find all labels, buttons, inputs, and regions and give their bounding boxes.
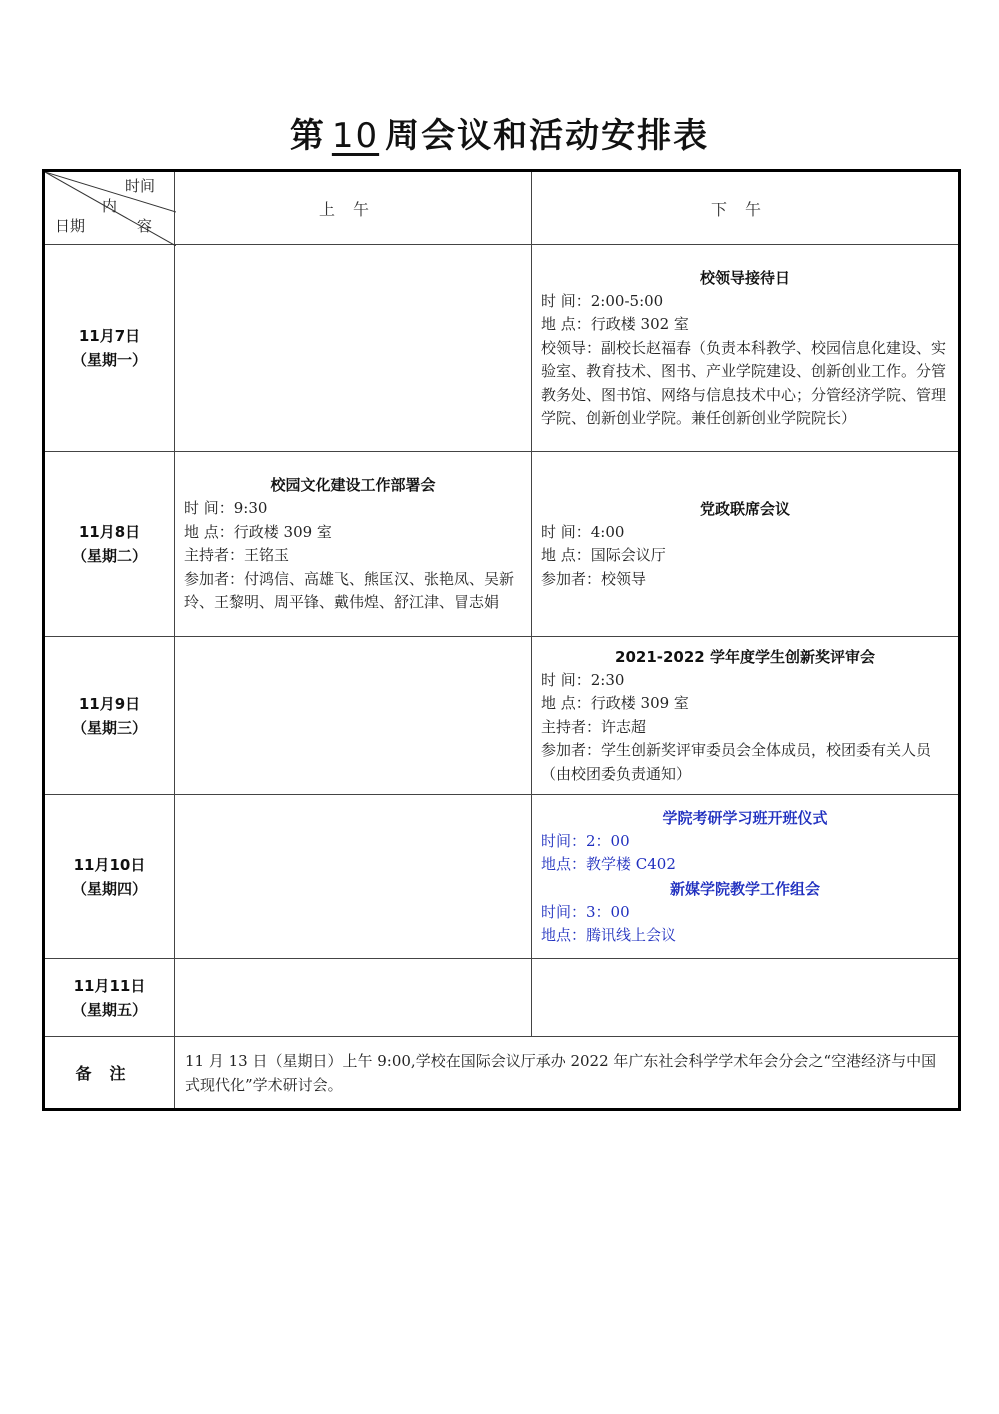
remarks-text: 11 月 13 日（星期日）上午 9:00,学校在国际会议厅承办 2022 年广东社会科学学术年会分会之“空港经济与中国式现代化”学术研讨会。 — [175, 1037, 960, 1110]
remarks-row — [44, 1037, 960, 1110]
event-time: 时 间：2:30 — [541, 670, 625, 689]
weekday-label: （星期二） — [71, 547, 147, 565]
header-row — [44, 171, 960, 245]
header-afternoon: 下午 — [532, 171, 960, 245]
event-leader: 校领导：副校长赵福春（负责本科教学、校园信息化建设、实验室、教育技术、图书、产业学院建设、创新创业工作。分管教务处、图书馆、网络与信息技术中心；分管经济学院、管理学院、创新创业学院。兼任创新创业学院院长） — [541, 338, 947, 427]
event-time: 时间：3：00 — [541, 902, 630, 921]
morning-cell — [175, 452, 532, 637]
date-cell — [44, 795, 175, 959]
date-cell — [44, 452, 175, 637]
event-time: 时 间：2:00-5:00 — [541, 291, 664, 310]
morning-cell-empty — [175, 795, 532, 959]
afternoon-cell — [532, 637, 960, 795]
title-prefix: 第 — [289, 116, 326, 156]
diag-label-content-1: 内 — [102, 197, 118, 215]
event-title: 校领导接待日 — [699, 268, 790, 287]
diag-label-date: 日期 — [55, 217, 86, 235]
event-host: 主持者：王铭玉 — [184, 546, 290, 565]
event-title: 党政联席会议 — [699, 499, 790, 518]
diag-label-time: 时间 — [125, 177, 156, 195]
date-label: 11月9日 — [78, 694, 141, 713]
day-row-friday — [44, 959, 960, 1037]
morning-cell-empty — [175, 959, 532, 1037]
event-title: 学院考研学习班开班仪式 — [662, 808, 828, 827]
date-cell — [44, 245, 175, 452]
event-location: 地 点：行政楼 309 室 — [541, 694, 689, 713]
event-title: 2021-2022 学年度学生创新奖评审会 — [615, 647, 875, 666]
date-label: 11月10日 — [73, 855, 146, 874]
date-cell — [44, 637, 175, 795]
title-suffix: 周会议和活动安排表 — [385, 116, 710, 156]
event-location: 地 点：行政楼 302 室 — [541, 315, 689, 333]
event-location: 地 点：行政楼 309 室 — [184, 522, 332, 541]
event-attendees: 参加者：学生创新奖评审委员会全体成员，校团委有关人员（由校团委负责通知） — [541, 741, 932, 783]
day-row-thursday — [44, 795, 960, 959]
event-title: 校园文化建设工作部署会 — [270, 476, 436, 495]
morning-cell-empty — [175, 637, 532, 795]
event-time: 时 间：4:00 — [541, 522, 625, 541]
date-label: 11月7日 — [78, 327, 141, 345]
event-location: 地点：教学楼 C402 — [541, 855, 676, 873]
morning-cell-empty — [175, 245, 532, 452]
day-row-monday — [44, 245, 960, 452]
day-row-tuesday — [44, 452, 960, 637]
afternoon-cell-empty — [532, 959, 960, 1037]
event-time: 时间：2：00 — [541, 831, 630, 850]
week-number: 10 — [331, 116, 380, 156]
diag-label-content-2: 容 — [137, 217, 153, 235]
weekday-label: （星期五） — [71, 1000, 147, 1019]
event-host: 主持者：许志超 — [541, 717, 647, 736]
weekday-label: （星期一） — [71, 351, 147, 369]
afternoon-cell — [532, 245, 960, 452]
schedule-table — [42, 169, 961, 1111]
date-label: 11月11日 — [73, 976, 146, 995]
day-row-wednesday — [44, 637, 960, 795]
weekday-label: （星期三） — [71, 718, 147, 737]
event-location: 地点：腾讯线上会议 — [541, 926, 677, 944]
afternoon-cell — [532, 452, 960, 637]
event-location: 地 点：国际会议厅 — [541, 546, 666, 565]
event-title: 新媒学院教学工作组会 — [669, 879, 820, 898]
date-label: 11月8日 — [78, 523, 141, 541]
diagonal-header-cell — [44, 171, 175, 245]
date-cell — [44, 959, 175, 1037]
event-time: 时 间：9:30 — [184, 499, 268, 518]
weekday-label: （星期四） — [71, 879, 147, 898]
page-title — [0, 108, 999, 157]
event-attendees: 参加者：校领导 — [541, 569, 647, 588]
header-morning: 上午 — [175, 171, 532, 245]
remarks-label: 备注 — [44, 1037, 175, 1110]
afternoon-cell — [532, 795, 960, 959]
event-attendees: 参加者：付鸿信、高雄飞、熊匡汉、张艳凤、吴新玲、王黎明、周平锋、戴伟煌、舒江津、冒志娟 — [184, 569, 515, 612]
